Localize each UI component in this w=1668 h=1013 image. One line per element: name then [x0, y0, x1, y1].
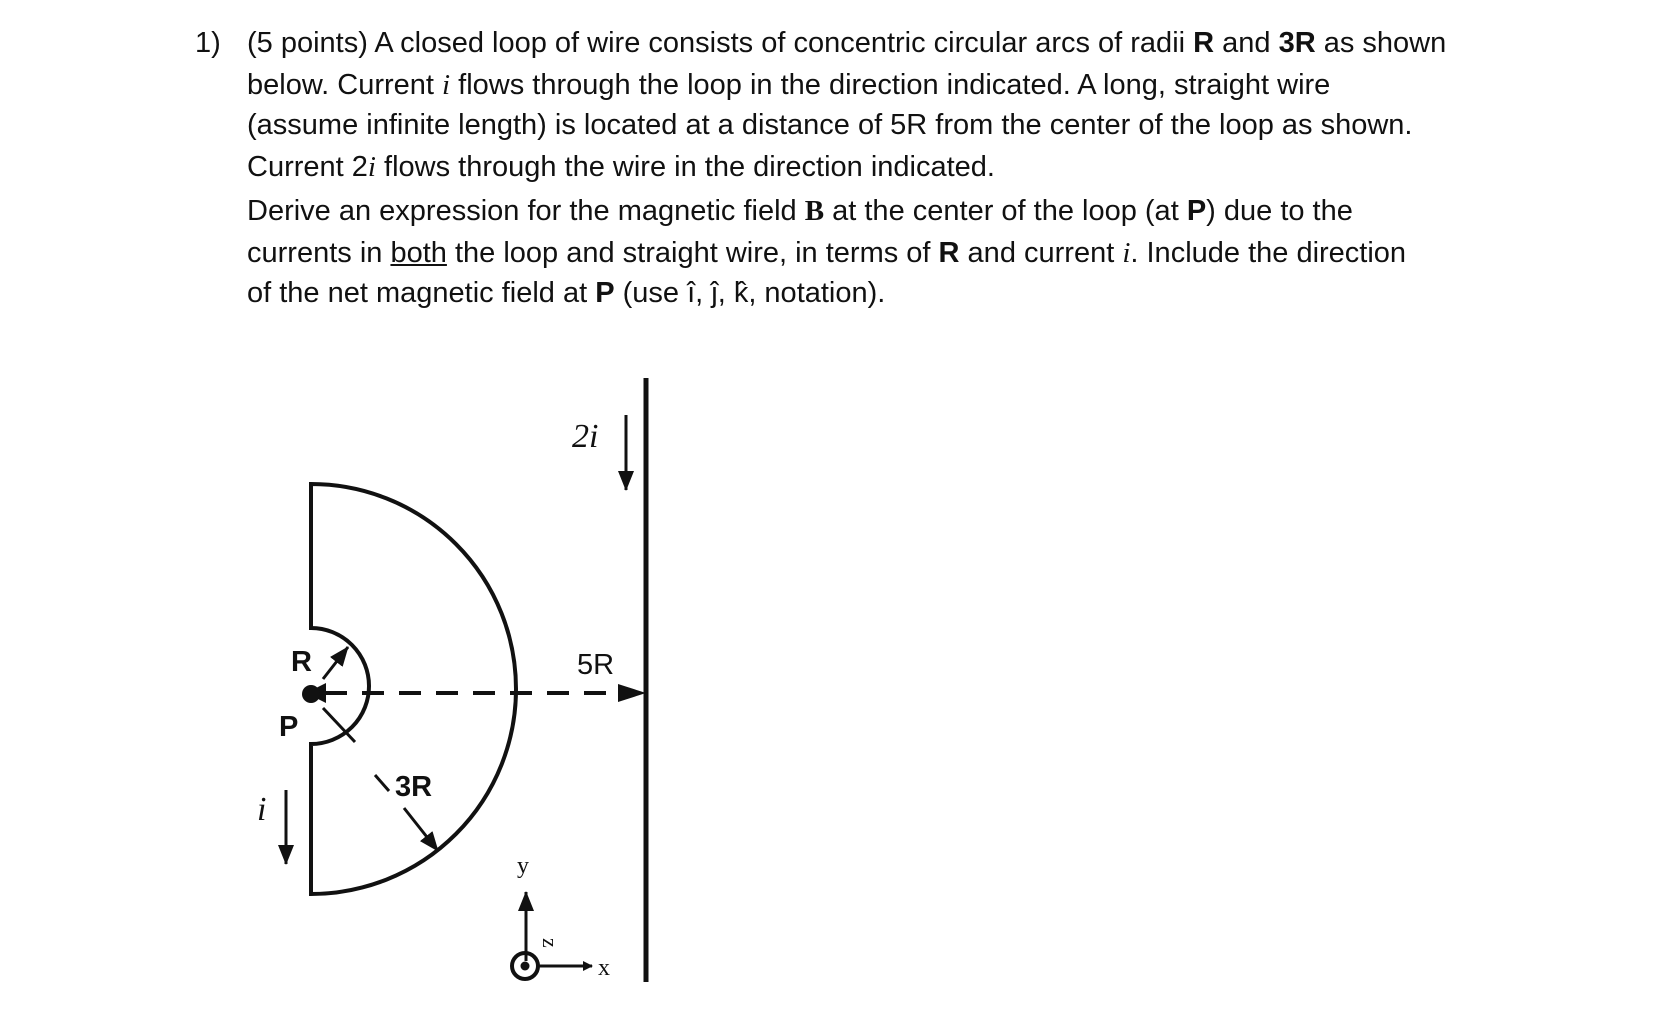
problem-line-3: (assume infinite length) is located at a distance of 5R from the center of the loop as shown.	[247, 109, 1413, 141]
label-P: P	[279, 711, 299, 743]
axis-y-label: y	[517, 853, 529, 879]
points-label: (5 points)	[247, 27, 368, 59]
problem-line-1: (5 points) A closed loop of wire consists of concentric circular arcs of radii R and 3R as shown	[247, 27, 1447, 59]
distance-arrowhead-right	[618, 684, 646, 702]
label-3R: 3R	[395, 771, 433, 803]
problem-line-4: Current 2i flows through the wire in the direction indicated.	[247, 151, 995, 183]
radius-3R-arrow-end	[404, 808, 438, 851]
wire-current-label: 2i	[572, 418, 599, 455]
radius-3R-label-tick	[375, 775, 389, 791]
label-5R: 5R	[577, 649, 615, 681]
axis-z-label: z	[538, 938, 563, 948]
problem-line-5: Derive an expression for the magnetic field B at the center of the loop (at P) due to the	[247, 195, 1353, 227]
problem-number: 1)	[195, 27, 221, 59]
problem-line-7: of the net magnetic field at P (use î, ĵ, k̂, notation).	[247, 277, 886, 309]
current-loop	[311, 484, 516, 894]
problem-line-2: below. Current i flows through the loop in the direction indicated. A long, straight wire	[247, 69, 1331, 101]
problem-line-6: currents in both the loop and straight wire, in terms of R and current i. Include the direction	[247, 237, 1407, 269]
label-R: R	[291, 646, 312, 678]
axis-x-label: x	[598, 955, 610, 981]
point-P-center	[302, 685, 320, 703]
z-axis-dot	[521, 962, 530, 971]
loop-current-label: i	[257, 791, 267, 828]
radius-R-arrow	[323, 647, 348, 679]
